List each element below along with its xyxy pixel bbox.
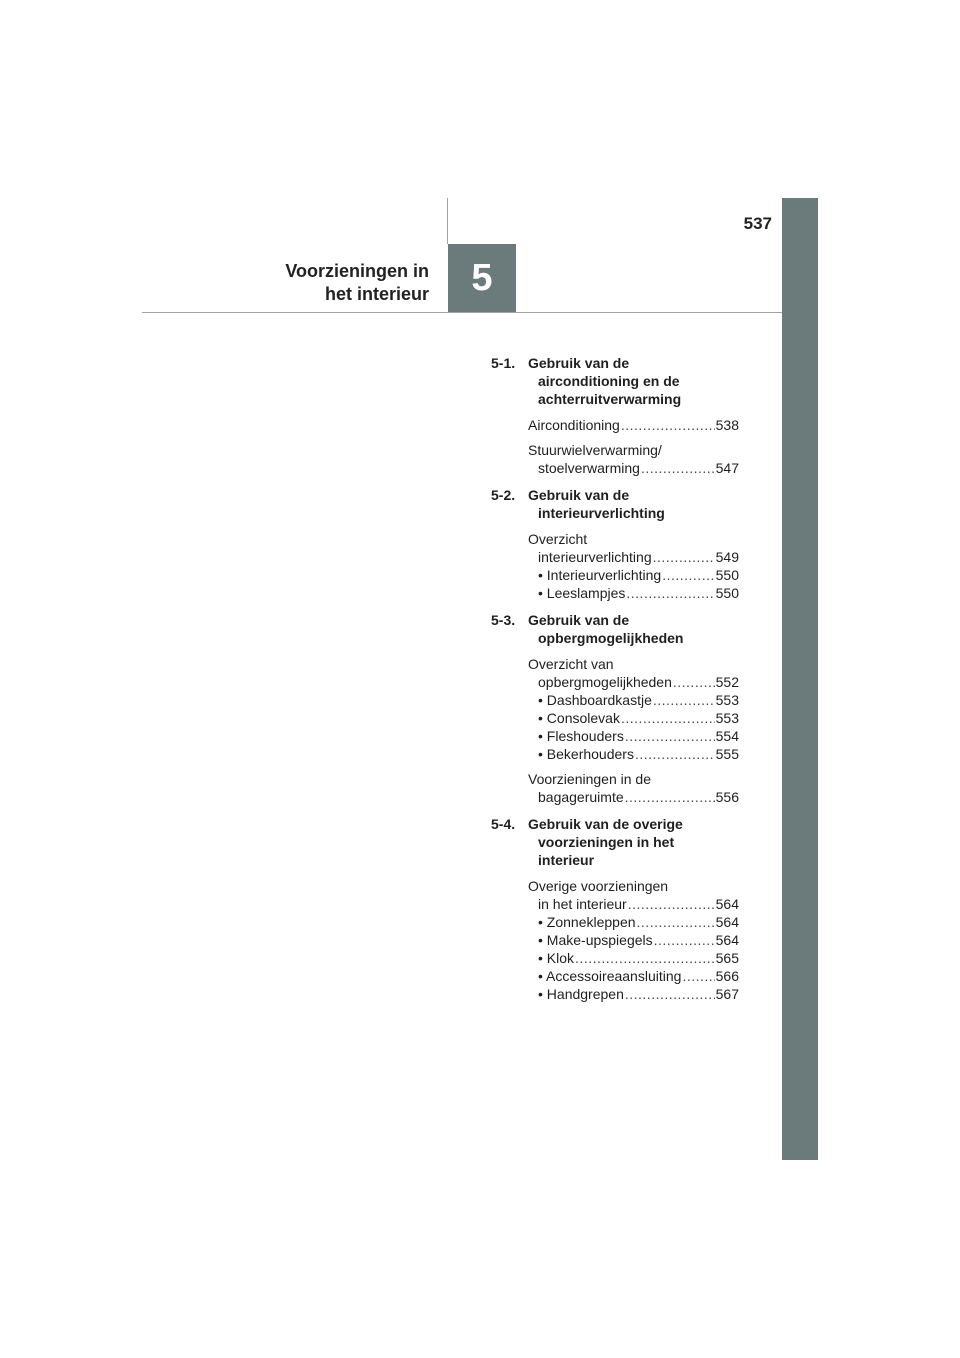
entry-page-number: 552 (715, 674, 739, 690)
entry-page-number: 538 (715, 417, 739, 433)
section-title-line: Gebruik van de (528, 487, 630, 503)
chapter-title-line: het interieur (324, 284, 429, 304)
entry-title-line: Overzicht (528, 531, 588, 547)
toc-entry[interactable] (528, 530, 739, 602)
toc-subentry[interactable] (528, 709, 739, 727)
toc-subentry[interactable] (528, 584, 739, 602)
toc-subentry[interactable] (528, 727, 739, 745)
toc-subentry[interactable] (528, 949, 739, 967)
entry-title-line: Overige voorzieningen (528, 878, 669, 894)
dot-leader (653, 548, 715, 566)
subentry-label: • Make-upspiegels (538, 932, 653, 948)
header-divider-vertical (447, 198, 448, 244)
toc-subentry[interactable] (528, 985, 739, 1003)
subentry-page-number: 564 (715, 914, 739, 930)
toc-subentry[interactable] (528, 566, 739, 584)
subentry-page-number: 553 (715, 692, 739, 708)
toc-subentry[interactable] (528, 931, 739, 949)
toc-section (491, 354, 739, 477)
dot-leader (625, 788, 715, 806)
entry-line (528, 459, 739, 477)
entry-page-number: 556 (715, 789, 739, 805)
chapter-side-tab (782, 198, 818, 1160)
subentry-page-number: 565 (715, 950, 739, 966)
section-number: 5-1. (491, 355, 516, 371)
subentry-page-number: 564 (715, 932, 739, 948)
dot-leader (621, 416, 715, 434)
dot-leader (682, 967, 714, 985)
table-of-contents (491, 354, 739, 1012)
section-title (528, 486, 739, 522)
subentry-page-number: 550 (715, 567, 739, 583)
section-heading[interactable] (491, 486, 739, 522)
section-heading[interactable] (491, 354, 739, 408)
entry-line (528, 788, 739, 806)
subentry-label: • Consolevak (538, 710, 620, 726)
chapter-number-badge: 5 (448, 244, 516, 312)
chapter-title (285, 260, 429, 306)
entry-page-number: 547 (715, 460, 739, 476)
section-number: 5-2. (491, 487, 516, 503)
section-heading[interactable] (491, 611, 739, 647)
entry-label: stoelverwarming (538, 460, 640, 476)
toc-section (491, 486, 739, 602)
dot-leader (673, 673, 715, 691)
dot-leader (641, 459, 715, 477)
section-number: 5-3. (491, 612, 516, 628)
dot-leader (628, 895, 715, 913)
dot-leader (653, 691, 715, 709)
subentry-label: • Interieurverlichting (538, 567, 662, 583)
subentry-page-number: 553 (715, 710, 739, 726)
section-title-line: Gebruik van de (528, 355, 630, 371)
subentry-page-number: 555 (715, 746, 739, 762)
dot-leader (625, 727, 715, 745)
subentry-label: • Dashboardkastje (538, 692, 652, 708)
entry-label: interieurverlichting (538, 549, 652, 565)
toc-section (491, 611, 739, 806)
subentry-label: • Zonnekleppen (538, 914, 636, 930)
section-title-line: opbergmogelijkheden (538, 630, 684, 646)
entry-label: Airconditioning (528, 417, 620, 433)
entry-page-number: 549 (715, 549, 739, 565)
section-title-line: voorzieningen in het (538, 834, 675, 850)
subentry-page-number: 554 (715, 728, 739, 744)
entry-label: in het interieur (538, 896, 627, 912)
section-title (528, 611, 739, 647)
toc-entry[interactable] (528, 877, 739, 1003)
toc-section (491, 815, 739, 1003)
dot-leader (662, 566, 714, 584)
entry-title-line: Voorzieningen in de (528, 771, 651, 787)
dot-leader (625, 985, 715, 1003)
section-title (528, 815, 739, 869)
section-title-line: Gebruik van de overige (528, 816, 683, 832)
dot-leader (626, 584, 714, 602)
page-number: 537 (743, 214, 772, 233)
toc-entry[interactable] (528, 770, 739, 806)
entry-label: opbergmogelijkheden (538, 674, 672, 690)
section-title-line: interieur (538, 852, 595, 868)
section-title (528, 354, 739, 408)
entry-line (528, 416, 739, 434)
subentry-label: • Fleshouders (538, 728, 624, 744)
toc-entry[interactable] (528, 655, 739, 763)
subentry-label: • Leeslampjes (538, 585, 626, 601)
dot-leader (637, 913, 715, 931)
entry-line (528, 895, 739, 913)
toc-subentry[interactable] (528, 967, 739, 985)
toc-entry[interactable] (528, 416, 739, 434)
dot-leader (621, 709, 715, 727)
section-title-line: interieurverlichting (538, 505, 665, 521)
section-heading[interactable] (491, 815, 739, 869)
section-number: 5-4. (491, 816, 516, 832)
section-title-line: Gebruik van de (528, 612, 630, 628)
toc-subentry[interactable] (528, 745, 739, 763)
entry-page-number: 564 (715, 896, 739, 912)
subentry-page-number: 550 (715, 585, 739, 601)
subentry-label: • Handgrepen (538, 986, 624, 1002)
toc-subentry[interactable] (528, 691, 739, 709)
subentry-label: • Accessoireaansluiting (538, 968, 682, 984)
subentry-page-number: 567 (715, 986, 739, 1002)
dot-leader (654, 931, 715, 949)
entry-title-line: Overzicht van (528, 656, 614, 672)
subentry-label: • Bekerhouders (538, 746, 634, 762)
dot-leader (575, 949, 715, 967)
section-title-line: achterruitverwarming (538, 391, 682, 407)
toc-entry[interactable] (528, 441, 739, 477)
entry-title-line: Stuurwielverwarming/ (528, 442, 662, 458)
subentry-page-number: 566 (715, 968, 739, 984)
toc-subentry[interactable] (528, 913, 739, 931)
entry-line (528, 548, 739, 566)
entry-label: bagageruimte (538, 789, 624, 805)
header-divider-horizontal (142, 312, 782, 313)
subentry-label: • Klok (538, 950, 575, 966)
section-title-line: airconditioning en de (538, 373, 680, 389)
dot-leader (635, 745, 715, 763)
entry-line (528, 673, 739, 691)
chapter-title-line: Voorzieningen in (285, 261, 429, 281)
